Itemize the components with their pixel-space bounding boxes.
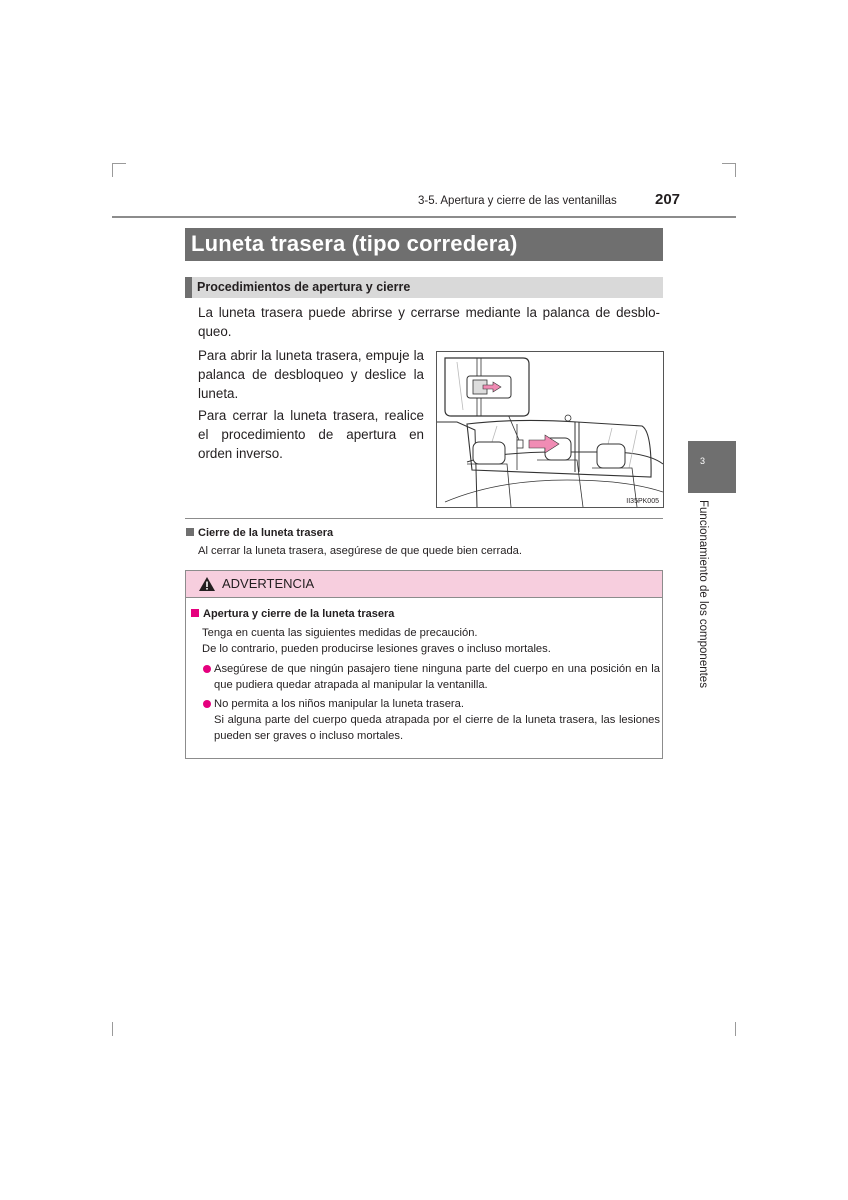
warning-triangle-icon	[198, 576, 216, 592]
crop-mark	[112, 1022, 113, 1036]
close-paragraph: Para cerrar la luneta trasera, realice el procedimiento de apertura en orden inverso.	[198, 408, 424, 461]
closing-note-text: Al cerrar la luneta trasera, asegúrese de que quede bien cerrada.	[198, 545, 523, 557]
square-bullet-icon	[186, 528, 194, 536]
header-divider	[112, 216, 736, 218]
subheading: Procedimientos de apertura y cierre	[197, 280, 411, 294]
warning-heading	[191, 608, 394, 620]
crop-mark	[735, 163, 736, 177]
warning-bullet-2b: Si alguna parte del cuerpo queda atrapada por el cierre de la luneta trasera, las lesiones pueden ser graves o incluso mortales.	[214, 714, 660, 742]
page-number: 207	[655, 191, 681, 208]
warning-box	[185, 570, 663, 759]
warning-heading-text: Apertura y cierre de la luneta trasera	[203, 608, 395, 620]
section-title: 3-5. Apertura y cierre de las ventanillas	[418, 195, 617, 207]
section-divider	[185, 518, 663, 519]
crop-mark	[112, 163, 126, 164]
bullet-dot-icon	[203, 700, 211, 708]
chapter-tab	[688, 441, 736, 493]
crop-mark	[722, 163, 736, 164]
bullet-dot-icon	[203, 665, 211, 673]
warning-bullet-2a: No permita a los niños manipular la luneta trasera.	[214, 698, 464, 710]
intro-paragraph: La luneta trasera puede abrirse y cerrarse mediante la palanca de desblo-queo.	[198, 305, 660, 339]
chapter-label: Funcionamiento de los componentes	[697, 500, 709, 688]
crop-mark	[112, 163, 113, 177]
square-bullet-icon	[191, 609, 199, 617]
figure-code: II35PK005	[626, 498, 659, 505]
warning-label: ADVERTENCIA	[222, 576, 315, 591]
page-title: Luneta trasera (tipo corredera)	[191, 231, 518, 256]
warning-line-1: Tenga en cuenta las siguientes medidas de precaución.	[202, 627, 478, 639]
closing-note-heading-text: Cierre de la luneta trasera	[198, 527, 334, 539]
crop-mark	[735, 1022, 736, 1036]
closing-note-heading	[186, 527, 333, 539]
warning-header	[186, 571, 662, 598]
subheading-bar	[185, 277, 663, 298]
rear-window-illustration	[436, 351, 664, 508]
page-title-bar	[185, 228, 663, 261]
warning-bullet-1: Asegúrese de que ningún pasajero tiene ninguna parte del cuerpo en una posición en la que pudiera quedar atrapada al manipular la ventanilla.	[214, 663, 660, 691]
open-paragraph: Para abrir la luneta trasera, empuje la palanca de desbloqueo y deslice la luneta.	[198, 348, 424, 401]
warning-line-2: De lo contrario, pueden producirse lesiones graves o incluso mortales.	[202, 643, 551, 655]
chapter-number: 3	[700, 456, 706, 466]
rear-window-drawing	[437, 352, 663, 507]
